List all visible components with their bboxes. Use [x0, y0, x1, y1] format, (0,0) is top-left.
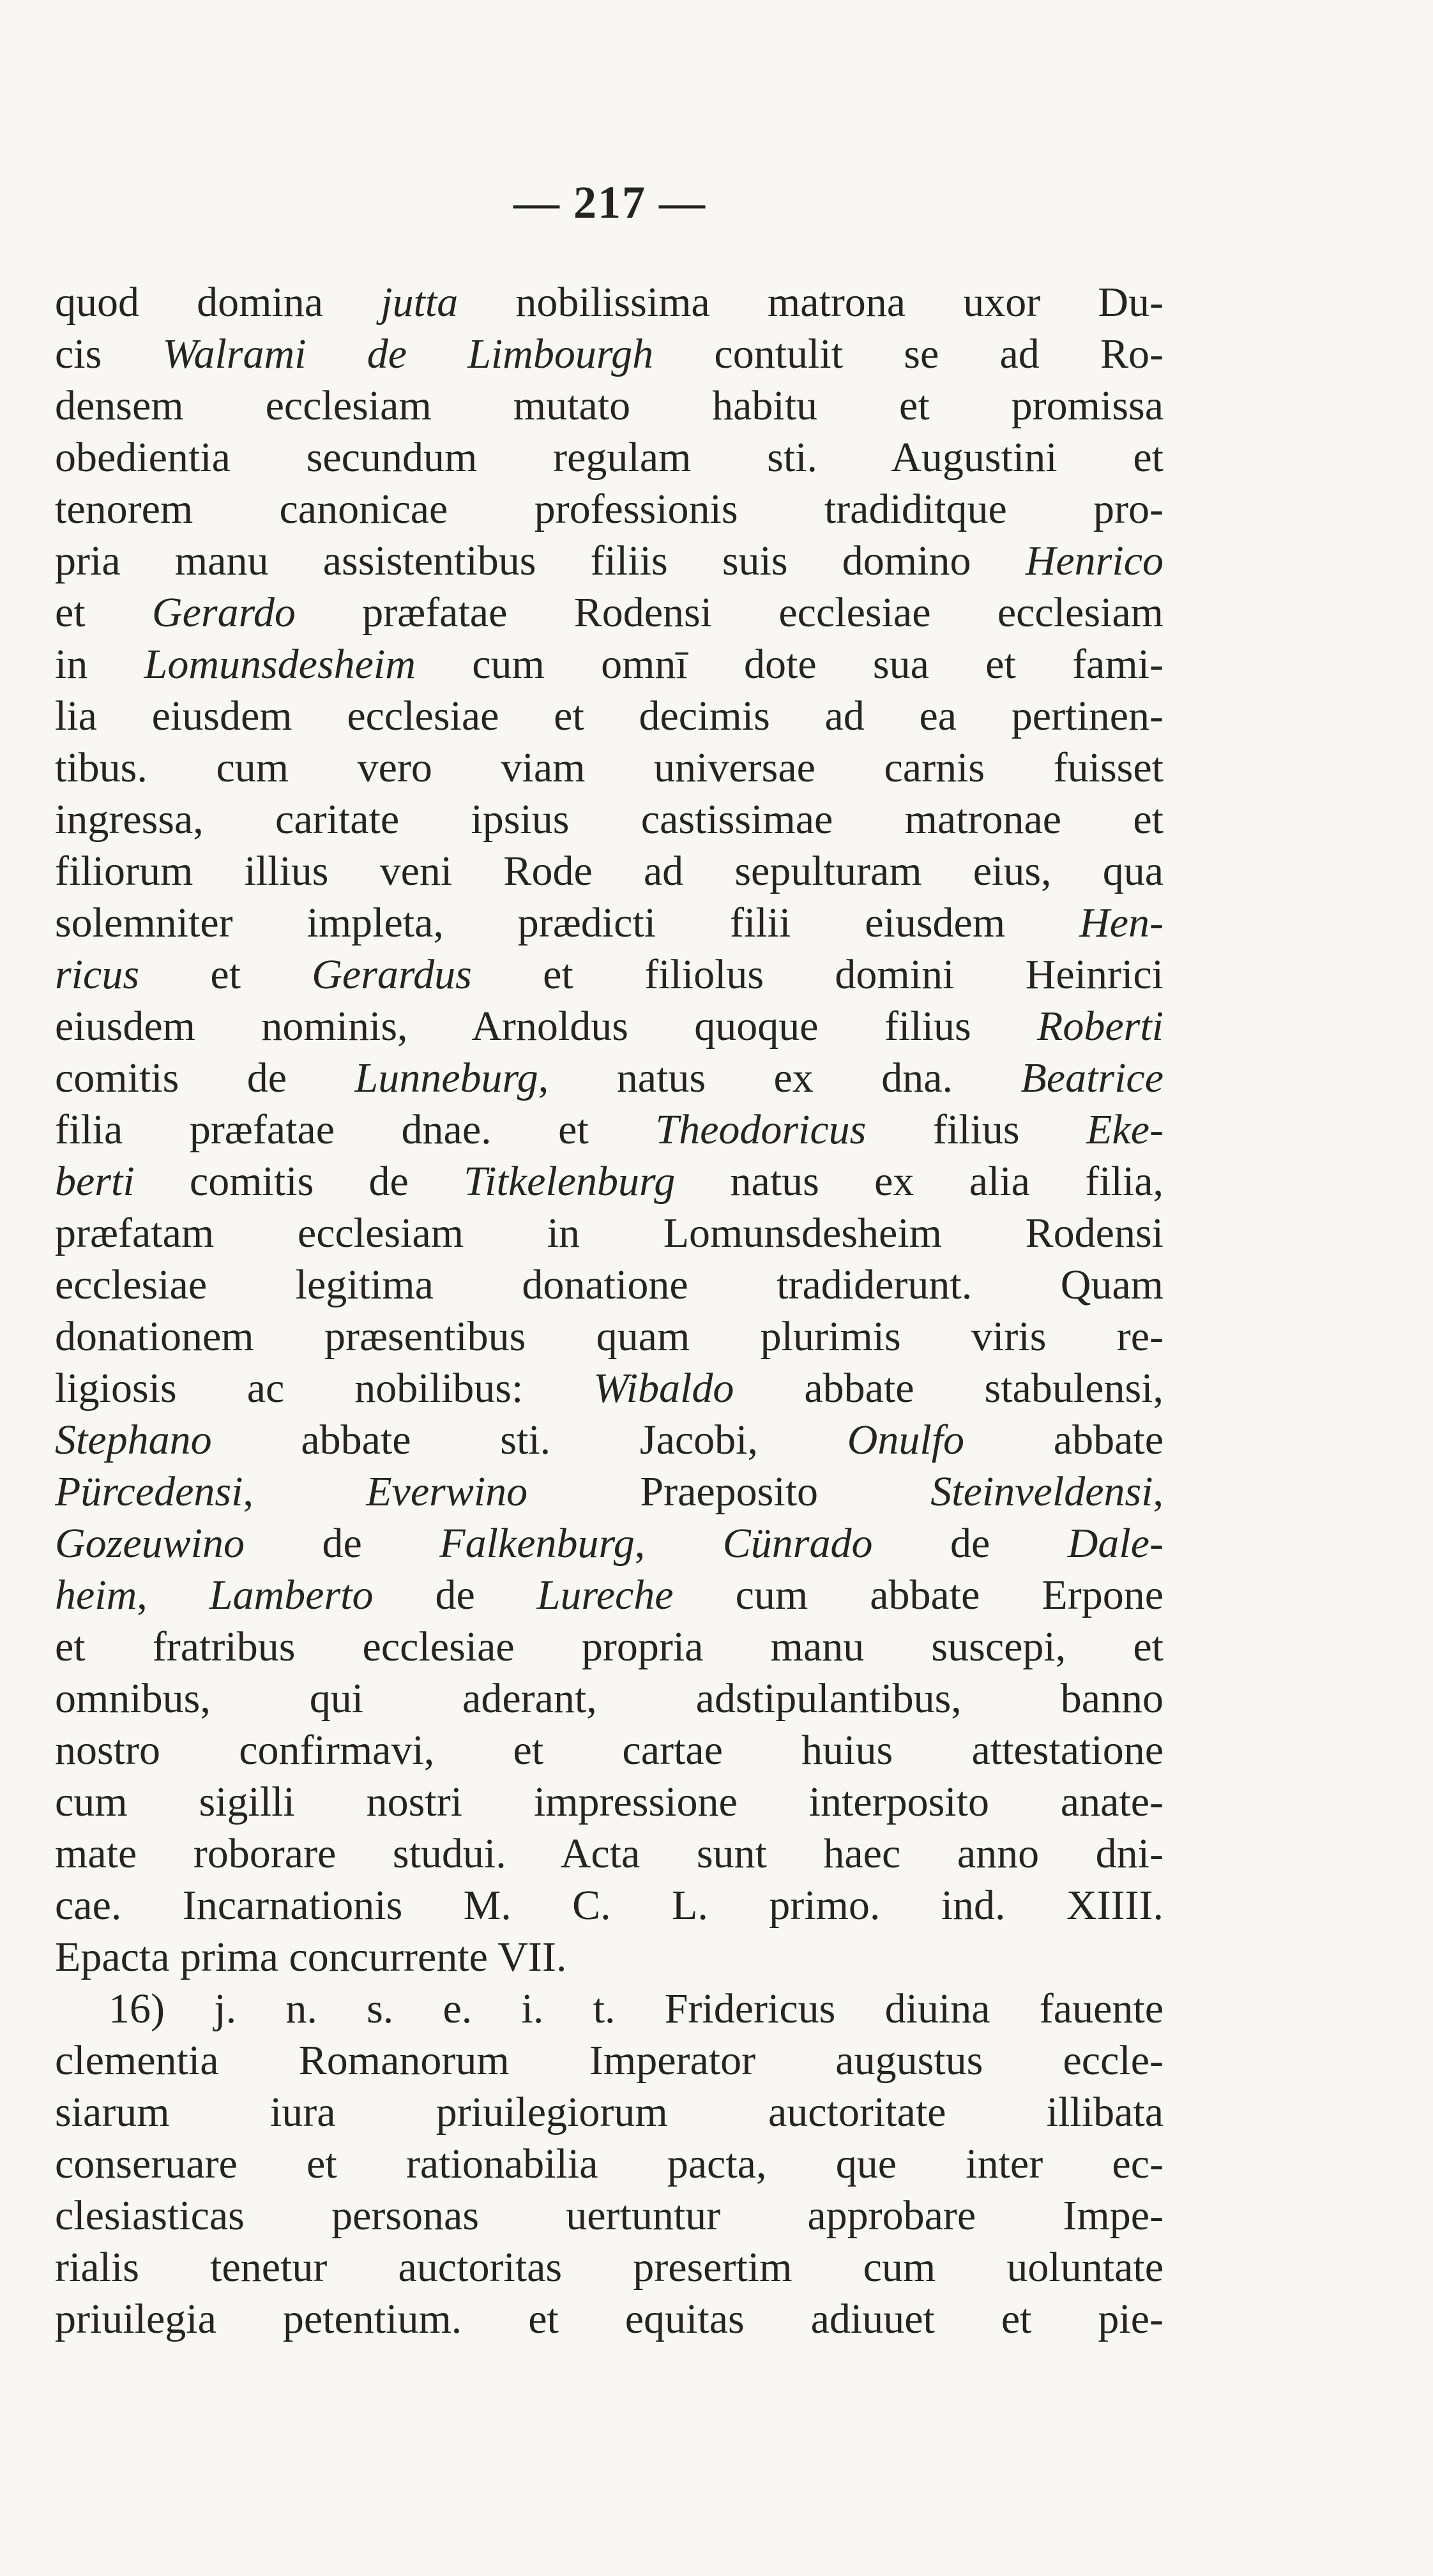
text-run: solemniter impleta, prædicti filii eiusdem: [55, 900, 1080, 946]
text-line: [55, 1156, 1164, 1207]
italic-name: Wibaldo: [593, 1365, 734, 1412]
text-line: [55, 1673, 1164, 1724]
text-run: tibus. cum vero viam universae carnis fuisset: [55, 744, 1164, 791]
text-run: nobilissima matrona uxor Du-: [458, 279, 1164, 326]
italic-name: Dale-: [1067, 1520, 1164, 1567]
text-run: et: [139, 951, 312, 998]
text-line: [55, 587, 1164, 638]
text-run: cis: [55, 331, 163, 377]
text-run: comitis de: [55, 1055, 355, 1101]
italic-name: Eke-: [1086, 1106, 1164, 1153]
text-run: clementia Romanorum Imperator augustus eccle-: [55, 2037, 1164, 2084]
text-run: ,: [243, 1468, 367, 1515]
text-run: cum sigilli nostri impressione interposito anate-: [55, 1779, 1164, 1825]
text-run: cum omnī dote sua et fami-: [415, 641, 1164, 688]
italic-name: Roberti: [1037, 1003, 1164, 1050]
text-line: [55, 432, 1164, 483]
italic-name: Lunneburg: [354, 1055, 538, 1101]
text-line: [55, 483, 1164, 535]
text-run: de: [872, 1520, 1068, 1567]
text-run: obedientia secundum regulam sti. Augustini et: [55, 434, 1164, 481]
text-run: tenorem canonicae professionis tradiditque pro-: [55, 486, 1164, 532]
text-run: abbate sti. Jacobi,: [211, 1417, 847, 1463]
text-run: præfatam ecclesiam in Lomunsdesheim Rodensi: [55, 1210, 1164, 1256]
text-line: [55, 897, 1164, 949]
italic-name: Falkenburg: [439, 1520, 635, 1567]
text-run: de: [373, 1572, 537, 1618]
italic-name: Everwino: [366, 1468, 528, 1515]
text-line: [55, 1311, 1164, 1362]
text-run: natus ex alia filia,: [675, 1158, 1164, 1205]
text-line: [55, 1879, 1164, 1931]
text-run: clesiasticas personas uertuntur approbare Impe-: [55, 2192, 1164, 2239]
italic-name: Walrami de Limbourgh: [162, 331, 654, 377]
italic-name: berti: [55, 1158, 135, 1205]
text-run: filia præfatae dnae. et: [55, 1106, 656, 1153]
italic-name: Gozeuwino: [55, 1520, 245, 1567]
text-line: [55, 1776, 1164, 1828]
text-line: [55, 949, 1164, 1000]
text-run: filius: [866, 1106, 1087, 1153]
text-run: eiusdem nominis, Arnoldus quoque filius: [55, 1003, 1038, 1050]
text-line: [55, 1052, 1164, 1104]
text-run: priuilegia petentium. et equitas adiuuet et pie-: [55, 2296, 1164, 2342]
text-run: comitis de: [134, 1158, 464, 1205]
text-line: [55, 276, 1164, 328]
text-line: [55, 1724, 1164, 1776]
text-run: densem ecclesiam mutato habitu et promissa: [55, 382, 1164, 429]
text-run: ligiosis ac nobilibus:: [55, 1365, 594, 1412]
text-run: quod domina: [55, 279, 381, 326]
text-line: [55, 1828, 1164, 1879]
text-run: cae. Incarnationis M. C. L. primo. ind. XIIII.: [55, 1882, 1164, 1929]
text-line: [55, 845, 1164, 897]
text-line: [55, 1362, 1164, 1414]
italic-name: heim: [55, 1572, 137, 1618]
text-run: Epacta prima concurrente VII.: [55, 1934, 567, 1980]
text-line: [55, 2138, 1164, 2190]
text-run: Praeposito: [527, 1468, 931, 1515]
text-run: ,: [137, 1572, 209, 1618]
text-line: [55, 2293, 1164, 2345]
italic-name: Gerardo: [151, 589, 296, 636]
italic-name: Henrico: [1025, 538, 1164, 584]
italic-name: Beatrice: [1020, 1055, 1164, 1101]
text-run: ,: [1153, 1468, 1164, 1515]
text-line: [55, 1569, 1164, 1621]
italic-name: Titkelenburg: [464, 1158, 676, 1205]
text-line: [55, 1621, 1164, 1673]
italic-name: Cünrado: [722, 1520, 873, 1567]
italic-name: Lomunsdesheim: [144, 641, 416, 688]
text-run: filiorum illius veni Rode ad sepulturam eius, qua: [55, 848, 1164, 894]
text-line: [55, 1414, 1164, 1466]
text-line: [55, 2241, 1164, 2293]
italic-name: Gerardus: [312, 951, 472, 998]
page-number: — 217 —: [513, 177, 706, 228]
text-run: donationem præsentibus quam plurimis viris re-: [55, 1313, 1164, 1360]
text-run: , natus ex dna.: [538, 1055, 1021, 1101]
text-line: [55, 638, 1164, 690]
text-line: [55, 1466, 1164, 1518]
text-line: [55, 1000, 1164, 1052]
italic-name: Stephano: [55, 1417, 212, 1463]
italic-name: ricus: [55, 951, 139, 998]
text-run: siarum iura priuilegiorum auctoritate illibata: [55, 2089, 1164, 2135]
text-line: [55, 2190, 1164, 2241]
text-run: nostro confirmavi, et cartae huius attestatione: [55, 1727, 1164, 1774]
text-run: ,: [634, 1520, 723, 1567]
italic-name: Theodoricus: [655, 1106, 867, 1153]
text-line: [55, 1983, 1164, 2035]
text-line: [55, 1104, 1164, 1156]
text-run: pria manu assistentibus filiis suis domino: [55, 538, 1026, 584]
text-line: [55, 535, 1164, 587]
text-run: præfatae Rodensi ecclesiae ecclesiam: [295, 589, 1164, 636]
text-run: in: [55, 641, 144, 688]
text-run: rialis tenetur auctoritas presertim cum uoluntate: [55, 2244, 1164, 2291]
text-run: contulit se ad Ro-: [653, 331, 1164, 377]
text-run: 16) j. n. s. e. i. t. Fridericus diuina fauente: [109, 1985, 1164, 2032]
italic-name: Hen-: [1079, 900, 1164, 946]
text-run: et filiolus domini Heinrici: [471, 951, 1164, 998]
text-line: [55, 328, 1164, 380]
italic-name: Lureche: [536, 1572, 674, 1618]
text-run: ecclesiae legitima donatione tradiderunt. Quam: [55, 1262, 1164, 1308]
italic-name: Pürcedensi: [55, 1468, 243, 1515]
text-line: [55, 1259, 1164, 1311]
text-run: lia eiusdem ecclesiae et decimis ad ea pertinen-: [55, 693, 1164, 739]
text-line: [55, 1518, 1164, 1569]
text-run: abbate: [964, 1417, 1164, 1463]
text-line: [55, 1931, 1164, 1983]
text-line: [55, 2086, 1164, 2138]
text-run: cum abbate Erpone: [673, 1572, 1164, 1618]
text-run: et: [55, 589, 152, 636]
italic-name: jutta: [381, 279, 459, 326]
text-run: ingressa, caritate ipsius castissimae matronae et: [55, 796, 1164, 843]
text-line: [55, 742, 1164, 794]
text-run: abbate stabulensi,: [734, 1365, 1164, 1412]
text-line: [55, 794, 1164, 845]
italic-name: Steinveldensi: [930, 1468, 1153, 1515]
text-run: mate roborare studui. Acta sunt haec anno dni-: [55, 1830, 1164, 1877]
text-run: et fratribus ecclesiae propria manu suscepi, et: [55, 1623, 1164, 1670]
text-line: [55, 380, 1164, 432]
italic-name: Onulfo: [847, 1417, 965, 1463]
text-line: [55, 690, 1164, 742]
text-line: [55, 2035, 1164, 2086]
text-run: de: [245, 1520, 440, 1567]
text-run: omnibus, qui aderant, adstipulantibus, banno: [55, 1675, 1164, 1722]
text-run: conseruare et rationabilia pacta, que inter ec-: [55, 2141, 1164, 2187]
italic-name: Lamberto: [209, 1572, 374, 1618]
body-text: [55, 276, 1164, 2345]
text-line: [55, 1207, 1164, 1259]
